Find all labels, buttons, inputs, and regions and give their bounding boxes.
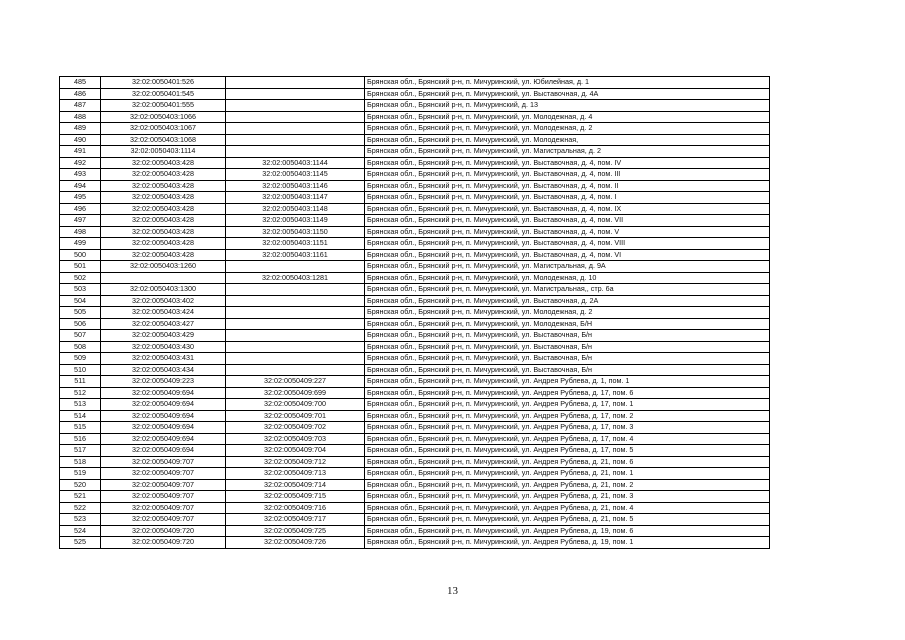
cadastral-number-cell: 32:02:0050403:1067 [101, 123, 226, 135]
address-cell: Брянская обл., Брянский р-н, п. Мичуринский, ул. Выставочная, Б/н [365, 330, 770, 342]
row-number-cell: 519 [60, 468, 101, 480]
cadastral-number-cell: 32:02:0050403:428 [101, 226, 226, 238]
address-cell: Брянская обл., Брянский р-н, п. Мичуринский, ул. Андрея Рублева, д. 17, пом. 1 [365, 399, 770, 411]
cadastral-number-cell: 32:02:0050401:545 [101, 88, 226, 100]
address-cell: Брянская обл., Брянский р-н, п. Мичуринский, ул. Магистральная,, стр. 6а [365, 284, 770, 296]
address-cell: Брянская обл., Брянский р-н, п. Мичуринский, ул. Андрея Рублева, д. 21, пом. 6 [365, 456, 770, 468]
cadastral-number-cell: 32:02:0050403:1260 [101, 261, 226, 273]
address-cell: Брянская обл., Брянский р-н, п. Мичуринский, ул. Выставочная, Б/н [365, 353, 770, 365]
table-row [60, 456, 770, 468]
cadastral-number-cell: 32:02:0050409:707 [101, 491, 226, 503]
sub-object-number-cell [226, 261, 365, 273]
sub-object-number-cell: 32:02:0050403:1151 [226, 238, 365, 250]
cadastral-number-cell: 32:02:0050403:428 [101, 249, 226, 261]
row-number-cell: 491 [60, 146, 101, 158]
table-row [60, 525, 770, 537]
address-cell: Брянская обл., Брянский р-н, п. Мичуринский, ул. Выставочная, д. 4А [365, 88, 770, 100]
cadastral-number-cell: 32:02:0050409:707 [101, 479, 226, 491]
row-number-cell: 521 [60, 491, 101, 503]
cadastral-number-cell: 32:02:0050409:694 [101, 433, 226, 445]
row-number-cell: 487 [60, 100, 101, 112]
cadastral-number-cell: 32:02:0050403:428 [101, 215, 226, 227]
row-number-cell: 522 [60, 502, 101, 514]
row-number-cell: 495 [60, 192, 101, 204]
sub-object-number-cell: 32:02:0050403:1146 [226, 180, 365, 192]
table-row [60, 491, 770, 503]
page-number: 13 [447, 585, 458, 597]
table-row [60, 433, 770, 445]
address-cell: Брянская обл., Брянский р-н, п. Мичуринский, ул. Выставочная, Б/н [365, 341, 770, 353]
sub-object-number-cell [226, 318, 365, 330]
row-number-cell: 486 [60, 88, 101, 100]
cadastral-number-cell: 32:02:0050409:707 [101, 456, 226, 468]
table-row [60, 330, 770, 342]
row-number-cell: 504 [60, 295, 101, 307]
cadastral-number-cell: 32:02:0050403:424 [101, 307, 226, 319]
cadastral-number-cell: 32:02:0050403:428 [101, 192, 226, 204]
table-row [60, 307, 770, 319]
cadastral-number-cell: 32:02:0050403:1068 [101, 134, 226, 146]
sub-object-number-cell: 32:02:0050409:726 [226, 537, 365, 549]
sub-object-number-cell: 32:02:0050403:1161 [226, 249, 365, 261]
table-row [60, 203, 770, 215]
sub-object-number-cell: 32:02:0050409:227 [226, 376, 365, 388]
table-row [60, 215, 770, 227]
row-number-cell: 516 [60, 433, 101, 445]
cadastral-number-cell: 32:02:0050403:434 [101, 364, 226, 376]
row-number-cell: 502 [60, 272, 101, 284]
cadastral-number-cell: 32:02:0050403:428 [101, 169, 226, 181]
row-number-cell: 499 [60, 238, 101, 250]
sub-object-number-cell [226, 111, 365, 123]
row-number-cell: 494 [60, 180, 101, 192]
table-row [60, 364, 770, 376]
table-row [60, 537, 770, 549]
cadastral-number-cell: 32:02:0050409:707 [101, 502, 226, 514]
table-row [60, 376, 770, 388]
table-row [60, 445, 770, 457]
table-row [60, 272, 770, 284]
address-cell: Брянская обл., Брянский р-н, п. Мичуринский, ул. Андрея Рублева, д. 21, пом. 5 [365, 514, 770, 526]
table-row [60, 77, 770, 89]
address-cell: Брянская обл., Брянский р-н, п. Мичуринский, ул. Выставочная, д. 4, пом. VII [365, 215, 770, 227]
cadastral-number-cell: 32:02:0050403:428 [101, 203, 226, 215]
table-row [60, 226, 770, 238]
address-cell: Брянская обл., Брянский р-н, п. Мичуринский, ул. Выставочная, д. 4, пом. IX [365, 203, 770, 215]
address-cell: Брянская обл., Брянский р-н, п. Мичуринский, ул. Молодежная, д. 10 [365, 272, 770, 284]
row-number-cell: 488 [60, 111, 101, 123]
cadastral-number-cell [101, 272, 226, 284]
sub-object-number-cell [226, 134, 365, 146]
cadastral-number-cell: 32:02:0050403:1300 [101, 284, 226, 296]
cadastral-number-cell: 32:02:0050409:694 [101, 445, 226, 457]
sub-object-number-cell: 32:02:0050409:713 [226, 468, 365, 480]
row-number-cell: 509 [60, 353, 101, 365]
address-cell: Брянская обл., Брянский р-н, п. Мичуринский, ул. Выставочная, д. 4, пом. IV [365, 157, 770, 169]
address-cell: Брянская обл., Брянский р-н, п. Мичуринский, ул. Выставочная, д. 4, пом. II [365, 180, 770, 192]
sub-object-number-cell [226, 146, 365, 158]
sub-object-number-cell [226, 364, 365, 376]
row-number-cell: 524 [60, 525, 101, 537]
address-cell: Брянская обл., Брянский р-н, п. Мичуринский, ул. Андрея Рублева, д. 21, пом. 1 [365, 468, 770, 480]
table-row [60, 134, 770, 146]
sub-object-number-cell [226, 307, 365, 319]
address-cell: Брянская обл., Брянский р-н, п. Мичуринский, ул. Андрея Рублева, д. 17, пом. 5 [365, 445, 770, 457]
sub-object-number-cell: 32:02:0050409:716 [226, 502, 365, 514]
table-row [60, 146, 770, 158]
address-cell: Брянская обл., Брянский р-н, п. Мичуринский, ул. Выставочная, д. 4, пом. VIII [365, 238, 770, 250]
cadastral-number-cell: 32:02:0050409:707 [101, 514, 226, 526]
address-cell: Брянская обл., Брянский р-н, п. Мичуринский, ул. Андрея Рублева, д. 1, пом. 1 [365, 376, 770, 388]
sub-object-number-cell: 32:02:0050403:1147 [226, 192, 365, 204]
sub-object-number-cell: 32:02:0050403:1150 [226, 226, 365, 238]
table-row [60, 123, 770, 135]
address-cell: Брянская обл., Брянский р-н, п. Мичуринский, ул. Андрея Рублева, д. 17, пом. 4 [365, 433, 770, 445]
cadastral-number-cell: 32:02:0050403:402 [101, 295, 226, 307]
row-number-cell: 523 [60, 514, 101, 526]
address-cell: Брянская обл., Брянский р-н, п. Мичуринский, ул. Магистральная, д. 2 [365, 146, 770, 158]
sub-object-number-cell: 32:02:0050403:1281 [226, 272, 365, 284]
table-row [60, 169, 770, 181]
row-number-cell: 489 [60, 123, 101, 135]
sub-object-number-cell: 32:02:0050409:717 [226, 514, 365, 526]
row-number-cell: 493 [60, 169, 101, 181]
row-number-cell: 511 [60, 376, 101, 388]
sub-object-number-cell [226, 100, 365, 112]
address-cell: Брянская обл., Брянский р-н, п. Мичуринский, ул. Андрея Рублева, д. 17, пом. 2 [365, 410, 770, 422]
sub-object-number-cell [226, 353, 365, 365]
address-cell: Брянская обл., Брянский р-н, п. Мичуринский, ул. Андрея Рублева, д. 21, пом. 4 [365, 502, 770, 514]
sub-object-number-cell: 32:02:0050403:1148 [226, 203, 365, 215]
address-cell: Брянская обл., Брянский р-н, п. Мичуринский, ул. Выставочная, д. 2А [365, 295, 770, 307]
table-row [60, 284, 770, 296]
row-number-cell: 510 [60, 364, 101, 376]
cadastral-number-cell: 32:02:0050409:720 [101, 537, 226, 549]
address-cell: Брянская обл., Брянский р-н, п. Мичуринский, ул. Юбилейная, д. 1 [365, 77, 770, 89]
address-cell: Брянская обл., Брянский р-н, п. Мичуринский, д. 13 [365, 100, 770, 112]
sub-object-number-cell: 32:02:0050409:702 [226, 422, 365, 434]
sub-object-number-cell: 32:02:0050409:700 [226, 399, 365, 411]
sub-object-number-cell [226, 330, 365, 342]
cadastral-number-cell: 32:02:0050403:430 [101, 341, 226, 353]
table-row [60, 422, 770, 434]
sub-object-number-cell: 32:02:0050409:714 [226, 479, 365, 491]
cadastral-number-cell: 32:02:0050403:429 [101, 330, 226, 342]
table-row [60, 180, 770, 192]
table-row [60, 410, 770, 422]
sub-object-number-cell: 32:02:0050403:1145 [226, 169, 365, 181]
table-row [60, 399, 770, 411]
sub-object-number-cell: 32:02:0050403:1149 [226, 215, 365, 227]
table-row [60, 514, 770, 526]
cadastral-number-cell: 32:02:0050403:1066 [101, 111, 226, 123]
table-row [60, 88, 770, 100]
sub-object-number-cell: 32:02:0050409:703 [226, 433, 365, 445]
row-number-cell: 506 [60, 318, 101, 330]
address-cell: Брянская обл., Брянский р-н, п. Мичуринский, ул. Молодежная, д. 2 [365, 123, 770, 135]
cadastral-number-cell: 32:02:0050409:223 [101, 376, 226, 388]
row-number-cell: 507 [60, 330, 101, 342]
row-number-cell: 512 [60, 387, 101, 399]
sub-object-number-cell [226, 341, 365, 353]
property-registry-table [59, 76, 770, 549]
address-cell: Брянская обл., Брянский р-н, п. Мичуринский, ул. Андрея Рублева, д. 17, пом. 6 [365, 387, 770, 399]
registry-table-body [60, 77, 770, 549]
row-number-cell: 520 [60, 479, 101, 491]
sub-object-number-cell [226, 88, 365, 100]
cadastral-number-cell: 32:02:0050401:526 [101, 77, 226, 89]
row-number-cell: 503 [60, 284, 101, 296]
cadastral-number-cell: 32:02:0050409:707 [101, 468, 226, 480]
table-row [60, 479, 770, 491]
row-number-cell: 497 [60, 215, 101, 227]
sub-object-number-cell [226, 123, 365, 135]
table-row [60, 238, 770, 250]
address-cell: Брянская обл., Брянский р-н, п. Мичуринский, ул. Андрея Рублева, д. 19, пом. 6 [365, 525, 770, 537]
sub-object-number-cell [226, 77, 365, 89]
row-number-cell: 525 [60, 537, 101, 549]
address-cell: Брянская обл., Брянский р-н, п. Мичуринский, ул. Выставочная, д. 4, пом. VI [365, 249, 770, 261]
address-cell: Брянская обл., Брянский р-н, п. Мичуринский, ул. Выставочная, Б/н [365, 364, 770, 376]
cadastral-number-cell: 32:02:0050403:1114 [101, 146, 226, 158]
cadastral-number-cell: 32:02:0050403:431 [101, 353, 226, 365]
row-number-cell: 515 [60, 422, 101, 434]
row-number-cell: 492 [60, 157, 101, 169]
table-row [60, 261, 770, 273]
address-cell: Брянская обл., Брянский р-н, п. Мичуринский, ул. Выставочная, д. 4, пом. V [365, 226, 770, 238]
sub-object-number-cell: 32:02:0050409:701 [226, 410, 365, 422]
address-cell: Брянская обл., Брянский р-н, п. Мичуринский, ул. Молодежная, д. 4 [365, 111, 770, 123]
row-number-cell: 498 [60, 226, 101, 238]
address-cell: Брянская обл., Брянский р-н, п. Мичуринский, ул. Молодежная, д. 2 [365, 307, 770, 319]
address-cell: Брянская обл., Брянский р-н, п. Мичуринский, ул. Андрея Рублева, д. 21, пом. 3 [365, 491, 770, 503]
table-row [60, 249, 770, 261]
table-row [60, 111, 770, 123]
row-number-cell: 500 [60, 249, 101, 261]
row-number-cell: 508 [60, 341, 101, 353]
cadastral-number-cell: 32:02:0050403:428 [101, 180, 226, 192]
cadastral-number-cell: 32:02:0050403:428 [101, 157, 226, 169]
row-number-cell: 496 [60, 203, 101, 215]
cadastral-number-cell: 32:02:0050403:427 [101, 318, 226, 330]
table-row [60, 387, 770, 399]
table-row [60, 295, 770, 307]
table-row [60, 468, 770, 480]
row-number-cell: 517 [60, 445, 101, 457]
sub-object-number-cell: 32:02:0050409:699 [226, 387, 365, 399]
address-cell: Брянская обл., Брянский р-н, п. Мичуринский, ул. Андрея Рублева, д. 17, пом. 3 [365, 422, 770, 434]
sub-object-number-cell: 32:02:0050409:704 [226, 445, 365, 457]
address-cell: Брянская обл., Брянский р-н, п. Мичуринский, ул. Молодежная, [365, 134, 770, 146]
table-row [60, 341, 770, 353]
address-cell: Брянская обл., Брянский р-н, п. Мичуринский, ул. Молодежная, Б/Н [365, 318, 770, 330]
address-cell: Брянская обл., Брянский р-н, п. Мичуринский, ул. Выставочная, д. 4, пом. III [365, 169, 770, 181]
table-row [60, 318, 770, 330]
table-row [60, 100, 770, 112]
address-cell: Брянская обл., Брянский р-н, п. Мичуринский, ул. Магистральная, д. 9А [365, 261, 770, 273]
row-number-cell: 501 [60, 261, 101, 273]
row-number-cell: 485 [60, 77, 101, 89]
row-number-cell: 513 [60, 399, 101, 411]
table-row [60, 192, 770, 204]
sub-object-number-cell [226, 295, 365, 307]
table-row [60, 502, 770, 514]
cadastral-number-cell: 32:02:0050401:555 [101, 100, 226, 112]
table-row [60, 353, 770, 365]
address-cell: Брянская обл., Брянский р-н, п. Мичуринский, ул. Выставочная, д. 4, пом. I [365, 192, 770, 204]
row-number-cell: 490 [60, 134, 101, 146]
cadastral-number-cell: 32:02:0050409:694 [101, 422, 226, 434]
cadastral-number-cell: 32:02:0050409:720 [101, 525, 226, 537]
row-number-cell: 505 [60, 307, 101, 319]
address-cell: Брянская обл., Брянский р-н, п. Мичуринский, ул. Андрея Рублева, д. 19, пом. 1 [365, 537, 770, 549]
table-row [60, 157, 770, 169]
sub-object-number-cell: 32:02:0050403:1144 [226, 157, 365, 169]
cadastral-number-cell: 32:02:0050409:694 [101, 399, 226, 411]
sub-object-number-cell: 32:02:0050409:715 [226, 491, 365, 503]
row-number-cell: 518 [60, 456, 101, 468]
cadastral-number-cell: 32:02:0050409:694 [101, 410, 226, 422]
sub-object-number-cell: 32:02:0050409:725 [226, 525, 365, 537]
sub-object-number-cell [226, 284, 365, 296]
row-number-cell: 514 [60, 410, 101, 422]
address-cell: Брянская обл., Брянский р-н, п. Мичуринский, ул. Андрея Рублева, д. 21, пом. 2 [365, 479, 770, 491]
cadastral-number-cell: 32:02:0050409:694 [101, 387, 226, 399]
sub-object-number-cell: 32:02:0050409:712 [226, 456, 365, 468]
cadastral-number-cell: 32:02:0050403:428 [101, 238, 226, 250]
